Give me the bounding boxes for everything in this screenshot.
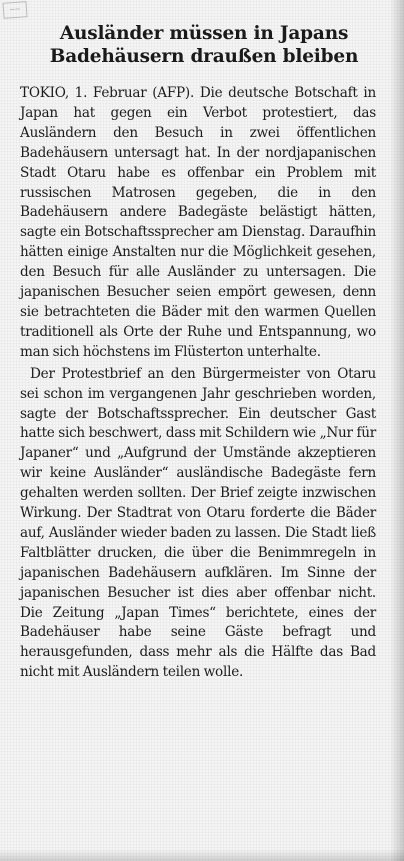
article-body [20, 84, 376, 683]
headline [18, 22, 390, 68]
dateline: TOKIO, 1. Februar (AFP). [20, 85, 195, 101]
scan-corner-mark: ~~ [2, 1, 27, 19]
headline-line-2: Badehäusern draußen bleiben [49, 46, 359, 67]
headline-line-1: Ausländer müssen in Japans [59, 23, 349, 44]
article-paragraph-1 [20, 84, 376, 363]
scan-edge-shadow [390, 0, 404, 861]
scan-bottom-shadow [0, 849, 404, 861]
article-paragraph-2: Der Protestbrief an den Bürgermeister von Otaru sei schon im vergangenen Jahr geschrieben worden, sagte der Botschaftssprecher. Ein deutscher Gast hatte sich beschwert, dass mit Schildern wie „Nur für Japaner“ und „Aufgrund der Umstände akzeptieren wir keine Ausländer“ ausländische Badegäste fern gehalten werden sollten. Der Brief zeigte inzwischen Wirkung. Der Stadtrat von Otaru forderte die Bäder auf, Ausländer wieder baden zu lassen. Die Stadt ließ Faltblätter drucken, die über die Benimmregeln in japanischen Badehäusern aufklären. Im Sinne der japanischen Besucher ist dies aber offenbar nicht. Die Zeitung „Japan Times“ berichtete, eines der Badehäuser habe seine Gäste befragt und herausgefunden, dass mehr als die Hälfte das Bad nicht mit Ausländern teilen wolle. [20, 365, 376, 681]
paragraph-1-text: Die deutsche Botschaft in Japan hat gegen ein Verbot protestiert, das Ausländern den Besuch in zwei öffentlichen Badehäusern untersagt hat. In der nordjapanischen Stadt Otaru habe es offenbar ein Problem mit russischen Matrosen gegeben, die in den Badehäusern andere Badegäste belästigt hätten, sagte ein Botschaftssprecher am Dienstag. Daraufhin hätten einige Anstalten nur die Möglichkeit gesehen, den Besuch für alle Ausländer zu untersagen. Die japanischen Besucher seien empört gewesen, denn sie betrachteten die Bäder mit den warmen Quellen traditionell als Orte der Ruhe und Entspannung, wo man sich höchstens im Flüsterton unterhalte. [20, 85, 376, 360]
